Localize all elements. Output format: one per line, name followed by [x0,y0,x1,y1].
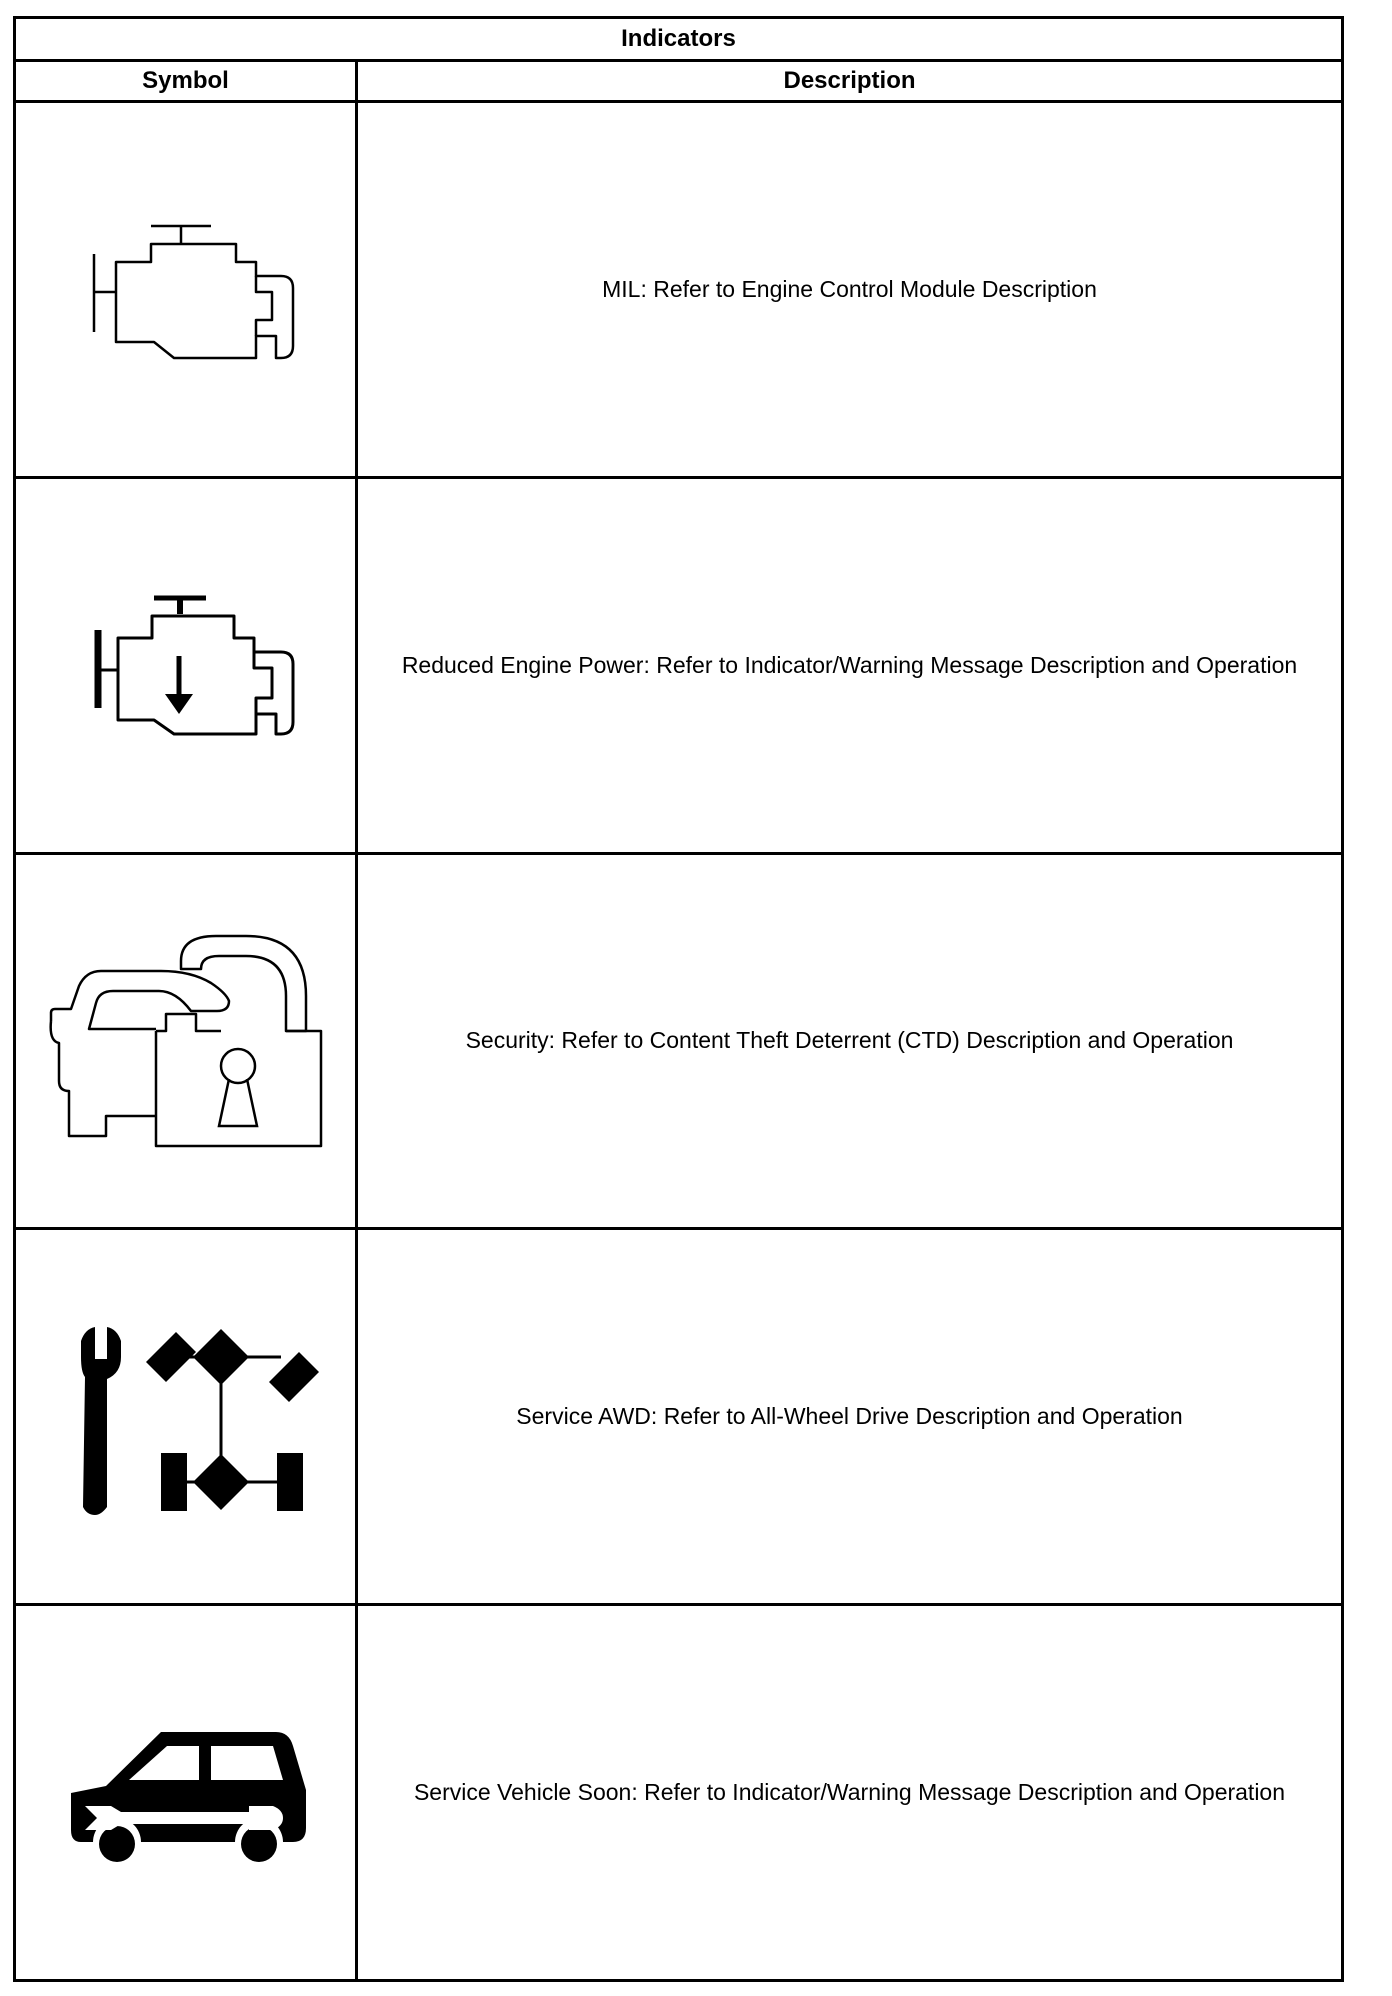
security-car-padlock-icon [41,931,331,1151]
table-row [15,853,1343,1229]
check-engine-icon [76,214,296,364]
symbol-cell [15,1605,357,1981]
table-row [15,102,1343,478]
table-row [15,1229,1343,1605]
description-cell: Service Vehicle Soon: Refer to Indicator/Warning Message Description and Operation [357,1605,1343,1981]
reduced-engine-power-icon [76,590,296,740]
table-row [15,1605,1343,1981]
description-cell: Reduced Engine Power: Refer to Indicator/Warning Message Description and Operation [357,477,1343,853]
indicators-table [13,16,1344,1982]
symbol-cell [15,853,357,1229]
description-cell: MIL: Refer to Engine Control Module Description [357,102,1343,478]
symbol-cell [15,1229,357,1605]
service-vehicle-soon-icon [51,1718,321,1868]
description-cell: Security: Refer to Content Theft Deterrent (CTD) Description and Operation [357,853,1343,1229]
indicators-table-wrapper [13,16,1344,1982]
description-column-header: Description [357,61,1343,102]
service-awd-icon [51,1317,321,1517]
table-row [15,477,1343,853]
symbol-column-header: Symbol [15,61,357,102]
symbol-cell [15,477,357,853]
symbol-cell [15,102,357,478]
table-title: Indicators [15,18,1343,61]
description-cell: Service AWD: Refer to All-Wheel Drive Description and Operation [357,1229,1343,1605]
